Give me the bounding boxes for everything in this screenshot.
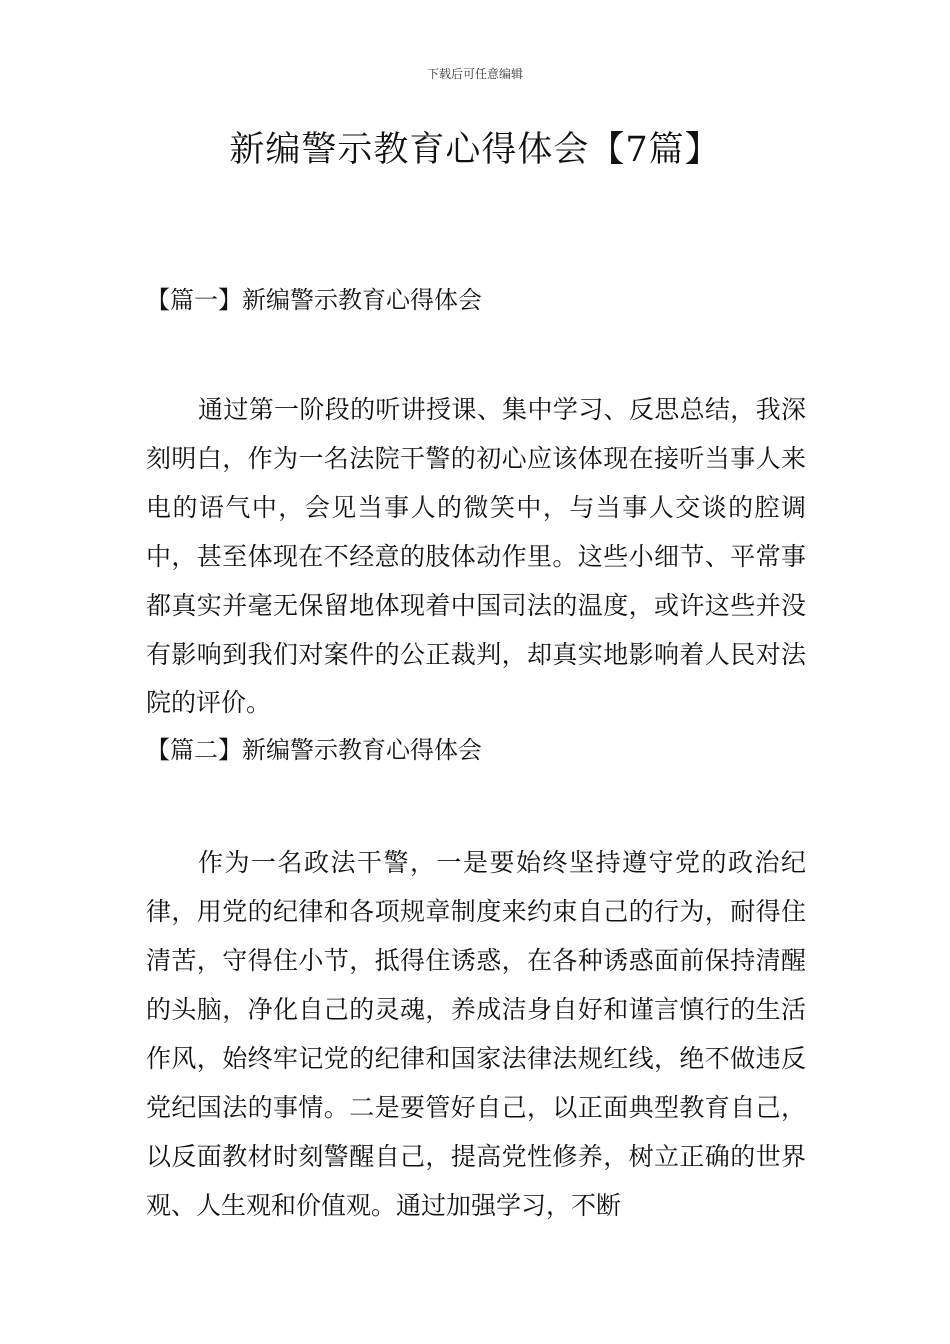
document-title: 新编警示教育心得体会【7篇】 [229,130,721,170]
document-body [146,282,806,1231]
section-paragraph-1: 通过第一阶段的听讲授课、集中学习、反思总结，我深刻明白，作为一名法院干警的初心应该体现在接听当事人来电的语气中，会见当事人的微笑中，与当事人交谈的腔调中，甚至体现在不经意的肢体动作里。这些小细节、平常事都真实并毫无保留地体现着中国司法的温度，或许这些并没有影响到我们对案件的公正裁判，却真实地影响着人民对法院的评价。 [146,395,806,718]
section-heading-2: 【篇二】新编警示教育心得体会 [146,736,482,765]
section-paragraph-2: 作为一名政法干警，一是要始终坚持遵守党的政治纪律，用党的纪律和各项规章制度来约束自己的行为，耐得住清苦，守得住小节，抵得住诱惑，在各种诱惑面前保持清醒的头脑，净化自己的灵魂，养成洁身自好和谨言慎行的生活作风，始终牢记党的纪律和国家法律法规红线，绝不做违反党纪国法的事情。二是要管好自己，以正面典型教育自己，以反面教材时刻警醒自己，提高党性修养，树立正确的世界观、人生观和价值观。通过加强学习，不断 [146,848,806,1220]
page-header-note: 下载后可任意编辑 [426,67,523,81]
section-heading-1: 【篇一】新编警示教育心得体会 [146,286,482,314]
